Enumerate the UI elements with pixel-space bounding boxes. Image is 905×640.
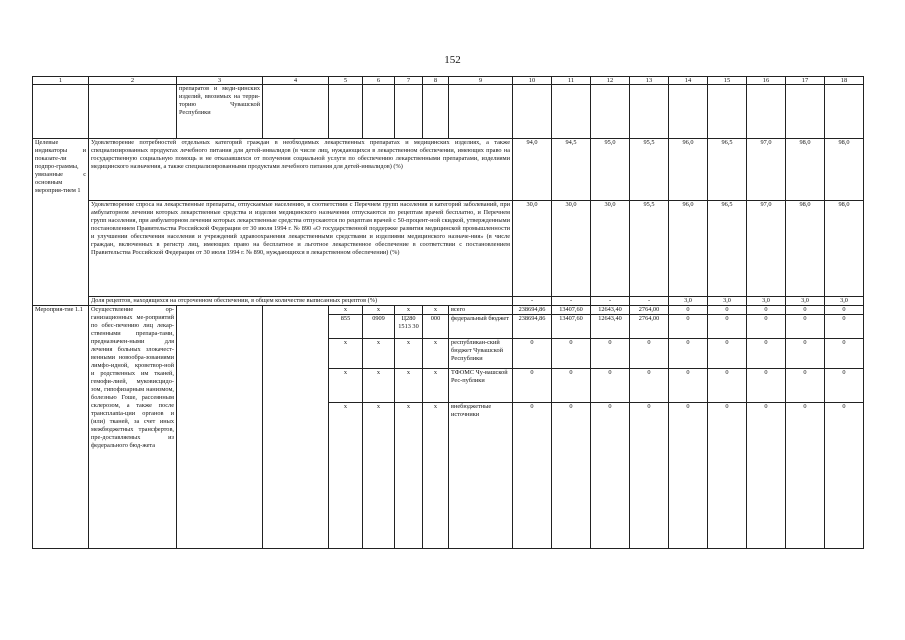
program-table-frame <box>32 76 860 549</box>
budget-code: x <box>329 369 363 403</box>
funding-source: всего <box>449 306 513 315</box>
funding-source: внебюджетные источники <box>449 403 513 549</box>
budget-code: 0909 <box>363 315 395 339</box>
funding-value: 238694,86 <box>513 306 552 315</box>
budget-code: 000 <box>423 315 449 339</box>
empty-cell <box>89 85 177 139</box>
indicator-value: - <box>513 297 552 306</box>
funding-value: 0 <box>630 339 669 369</box>
empty-cell <box>825 85 864 139</box>
indicator-value: 30,0 <box>552 201 591 297</box>
funding-value: 0 <box>786 403 825 549</box>
indicator-value: 3,0 <box>747 297 786 306</box>
column-number: 16 <box>747 77 786 85</box>
indicator-row <box>33 201 864 297</box>
empty-cell <box>263 306 329 549</box>
empty-cell <box>329 85 363 139</box>
indicator-value: 97,0 <box>747 139 786 201</box>
funding-value: 0 <box>669 315 708 339</box>
funding-value: 0 <box>591 339 630 369</box>
indicator-value: 95,5 <box>630 139 669 201</box>
indicator-value: 30,0 <box>513 201 552 297</box>
budget-code: x <box>423 369 449 403</box>
indicator-value: 3,0 <box>669 297 708 306</box>
funding-value: 0 <box>630 369 669 403</box>
column-number: 5 <box>329 77 363 85</box>
column-number: 17 <box>786 77 825 85</box>
empty-cell <box>449 85 513 139</box>
indicator-text: Удовлетворение потребностей отдельных категорий граждан в необходимых лекарственных препаратах и медицинских изделиях, а также специализированных продуктах лечебного питания для детей-инвалидов (в числе лиц, нуждающихся в лекарственном обеспечении, имеющих право на государственную социальную помощь и не отказавшихся от получения социальной услуги по обеспечению лекарственными препаратами, изделиями медицинского назначения, а также специализированными продуктами лечебного питания для детей-инвалидов) (%) <box>89 139 513 201</box>
budget-code: x <box>423 339 449 369</box>
event-name: Мероприя-тие 1.1 <box>33 306 89 549</box>
empty-cell <box>513 85 552 139</box>
column-number: 7 <box>395 77 423 85</box>
funding-value: 0 <box>786 339 825 369</box>
indicator-value: - <box>591 297 630 306</box>
indicator-value: 30,0 <box>591 201 630 297</box>
funding-value: 0 <box>513 339 552 369</box>
budget-code: x <box>329 339 363 369</box>
funding-value: 238694,86 <box>513 315 552 339</box>
indicator-value: - <box>552 297 591 306</box>
indicators-label: Целевые индикаторы и показате-ли подпро-граммы, увязанные с основным мероприя-тием 1 <box>33 139 89 306</box>
funding-value: 0 <box>708 339 747 369</box>
indicator-value: 3,0 <box>825 297 864 306</box>
empty-cell <box>552 85 591 139</box>
funding-value: 12643,40 <box>591 315 630 339</box>
indicator-value: 96,0 <box>669 139 708 201</box>
funding-value: 0 <box>747 369 786 403</box>
funding-value: 0 <box>825 315 864 339</box>
funding-value: 0 <box>591 369 630 403</box>
column-number: 4 <box>263 77 329 85</box>
column-number: 8 <box>423 77 449 85</box>
funding-value: 0 <box>669 369 708 403</box>
funding-value: 0 <box>552 369 591 403</box>
page-number: 152 <box>444 54 461 66</box>
budget-code: x <box>363 306 395 315</box>
indicator-value: 3,0 <box>786 297 825 306</box>
funding-value: 13407,60 <box>552 306 591 315</box>
funding-value: 0 <box>825 369 864 403</box>
indicator-value: 94,5 <box>552 139 591 201</box>
budget-code: x <box>329 403 363 549</box>
budget-code: 855 <box>329 315 363 339</box>
funding-value: 0 <box>669 339 708 369</box>
budget-code: x <box>363 369 395 403</box>
indicator-value: 96,5 <box>708 139 747 201</box>
funding-value: 0 <box>669 306 708 315</box>
empty-cell <box>708 85 747 139</box>
funding-value: 0 <box>747 403 786 549</box>
funding-value: 0 <box>786 306 825 315</box>
funding-value: 2764,00 <box>630 315 669 339</box>
indicator-value: 96,0 <box>669 201 708 297</box>
funding-value: 0 <box>825 403 864 549</box>
budget-code: x <box>423 306 449 315</box>
funding-value: 0 <box>591 403 630 549</box>
indicator-value: 3,0 <box>708 297 747 306</box>
indicator-row <box>33 139 864 201</box>
budget-code: x <box>363 403 395 549</box>
column-number: 6 <box>363 77 395 85</box>
column-number: 2 <box>89 77 177 85</box>
column-number: 10 <box>513 77 552 85</box>
column-number: 1 <box>33 77 89 85</box>
funding-value: 0 <box>786 369 825 403</box>
column-number: 11 <box>552 77 591 85</box>
indicator-text: Удовлетворение спроса на лекарственные препараты, отпускаемые населению, в соответствии с Перечнем групп населения и категорий заболеваний, при амбулаторном лечении которых лекарственные средства и изделия медицинского назначения отпускаются по рецептам врачей бесплатно, и Перечнем групп населения, при амбулаторном лечении которых лекарственные средства отпускаются по рецептам врачей с 50-процент-ной скидкой, утвержденными постановлением Правительства Российской Федерации от 30 июля 1994 г. № 890 «О государственной поддержке развития медицинской промышленности и улучшении обеспечения населения и учреждений здравоохранения лекарственными средствами и изделиями медицинского назначе-ния» (в числе граждан, включенных в регистр лиц, имеющих право на бесплатное и льготное лекарственное обеспечение в соответствии с постановлением Правительства Российской Федерации от 30 июля 1994 г. № 890, нуждающихся в лекарственном обеспечении) (%) <box>89 201 513 297</box>
indicator-value: 94,0 <box>513 139 552 201</box>
funding-value: 0 <box>708 306 747 315</box>
column-number: 9 <box>449 77 513 85</box>
funding-value: 0 <box>708 315 747 339</box>
indicator-value: 97,0 <box>747 201 786 297</box>
empty-cell <box>669 85 708 139</box>
funding-value: 0 <box>552 403 591 549</box>
indicator-text: Доля рецептов, находящихся на отсроченном обеспечении, в общем количестве выписанных рецептов (%) <box>89 297 513 306</box>
funding-value: 0 <box>747 306 786 315</box>
funding-value: 0 <box>513 369 552 403</box>
indicator-value: 95,5 <box>630 201 669 297</box>
empty-cell <box>423 85 449 139</box>
funding-source: ТФОМС Чу-вашской Рес-публики <box>449 369 513 403</box>
column-number-row <box>33 77 864 85</box>
funding-value: 0 <box>552 339 591 369</box>
empty-cell <box>363 85 395 139</box>
column-number: 15 <box>708 77 747 85</box>
budget-code: x <box>395 306 423 315</box>
budget-code: x <box>395 339 423 369</box>
column-number: 13 <box>630 77 669 85</box>
empty-cell <box>786 85 825 139</box>
empty-cell <box>395 85 423 139</box>
funding-value: 12643,40 <box>591 306 630 315</box>
empty-cell <box>177 306 263 549</box>
funding-value: 0 <box>708 369 747 403</box>
indicator-value: 98,0 <box>786 201 825 297</box>
program-table <box>32 76 864 549</box>
funding-value: 0 <box>825 339 864 369</box>
budget-code: x <box>363 339 395 369</box>
column-number: 18 <box>825 77 864 85</box>
budget-code: x <box>395 403 423 549</box>
funding-value: 0 <box>825 306 864 315</box>
funding-value: 0 <box>669 403 708 549</box>
carryover-text: препаратов и меди-цинских изделий, ввозимых на терри-торию Чувашской Республики <box>177 85 263 139</box>
funding-value: 0 <box>786 315 825 339</box>
column-number: 12 <box>591 77 630 85</box>
funding-value: 0 <box>513 403 552 549</box>
funding-value: 0 <box>630 403 669 549</box>
funding-source: республикан-ский бюджет Чувашской Республики <box>449 339 513 369</box>
empty-cell <box>263 85 329 139</box>
indicator-value: 98,0 <box>786 139 825 201</box>
indicator-value: 98,0 <box>825 139 864 201</box>
budget-code: Ц280 1513 30 <box>395 315 423 339</box>
funding-value: 0 <box>747 339 786 369</box>
indicator-value: 96,5 <box>708 201 747 297</box>
funding-value: 0 <box>747 315 786 339</box>
event-description: Осуществление ор-ганизационных ме-роприятий по обес-печению лиц лекар-ственными препара-тами, предназначен-ными для лечения больных злокачест-венными новообра-зованиями лимфо-идной, кроветвор-ной и родственных им тканей, гемофи-лией, муковисцидо-зом, гипофизарным нанизмом, болезнью Гоше, рассеянным склерозом, а также после трансплanta-ции органов и (или) тканей, за счет иных межбюджетных трансфертов, пре-доставляемых из федерального бюд-жета <box>89 306 177 549</box>
budget-code: x <box>329 306 363 315</box>
indicator-value: - <box>630 297 669 306</box>
indicator-value: 95,0 <box>591 139 630 201</box>
empty-cell <box>591 85 630 139</box>
empty-cell <box>33 85 89 139</box>
funding-row <box>33 306 864 315</box>
budget-code: x <box>423 403 449 549</box>
indicator-value: 98,0 <box>825 201 864 297</box>
table-row <box>33 85 864 139</box>
funding-value: 13407,60 <box>552 315 591 339</box>
column-number: 14 <box>669 77 708 85</box>
budget-code: x <box>395 369 423 403</box>
funding-source: федеральный бюджет <box>449 315 513 339</box>
column-number: 3 <box>177 77 263 85</box>
funding-value: 0 <box>708 403 747 549</box>
funding-value: 2764,00 <box>630 306 669 315</box>
indicator-row <box>33 297 864 306</box>
empty-cell <box>630 85 669 139</box>
empty-cell <box>747 85 786 139</box>
